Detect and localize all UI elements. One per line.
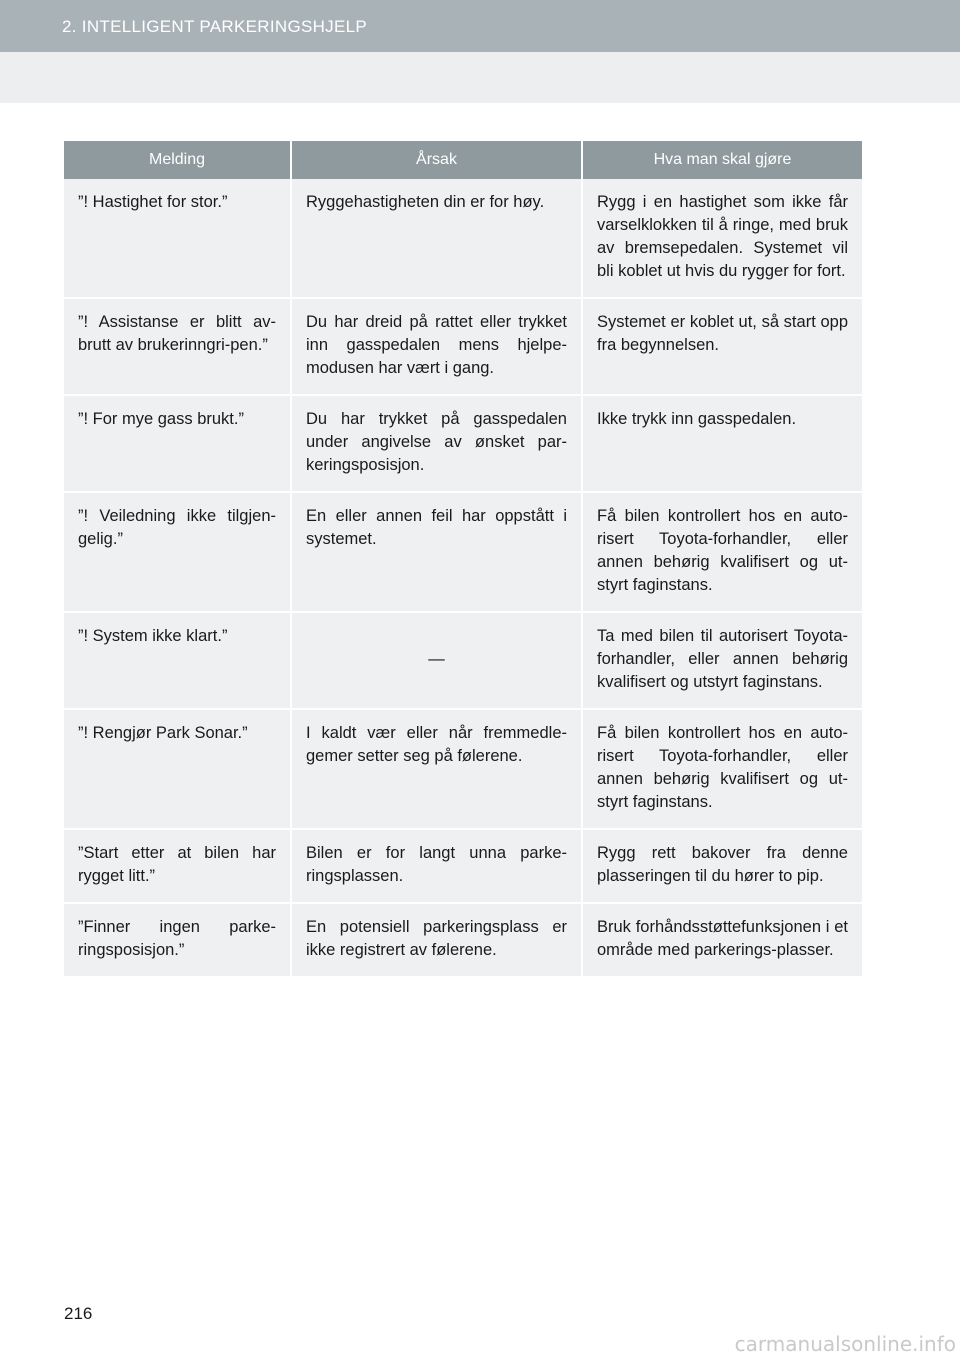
message-cell: ”! System ikke klart.” bbox=[64, 612, 291, 709]
table-row bbox=[64, 903, 862, 977]
column-header-arsak: Årsak bbox=[291, 141, 582, 179]
message-cell: ”! For mye gass brukt.” bbox=[64, 395, 291, 492]
cause-cell: I kaldt vær eller når fremmedle-gemer setter seg på følerene. bbox=[291, 709, 582, 829]
cause-cell: — bbox=[291, 612, 582, 709]
table-row bbox=[64, 492, 862, 612]
column-header-action: Hva man skal gjøre bbox=[582, 141, 862, 179]
message-cell: ”! Veiledning ikke tilgjen-gelig.” bbox=[64, 492, 291, 612]
column-header-melding: Melding bbox=[64, 141, 291, 179]
table-row bbox=[64, 395, 862, 492]
message-cell: ”Finner ingen parke-ringsposisjon.” bbox=[64, 903, 291, 977]
cause-cell: En potensiell parkeringsplass er ikke registrert av følerene. bbox=[291, 903, 582, 977]
table-row bbox=[64, 829, 862, 903]
message-table bbox=[64, 141, 862, 978]
cause-cell: Du har dreid på rattet eller trykket inn gasspedalen mens hjelpe-modusen har vært i gang. bbox=[291, 298, 582, 395]
message-cell: ”! Assistanse er blitt av-brutt av brukerinngri-pen.” bbox=[64, 298, 291, 395]
cause-cell: En eller annen feil har oppstått i systemet. bbox=[291, 492, 582, 612]
cause-cell: Ryggehastigheten din er for høy. bbox=[291, 179, 582, 298]
page-number: 216 bbox=[64, 1304, 93, 1323]
action-cell: Bruk forhåndsstøttefunksjonen i et område med parkerings-plasser. bbox=[582, 903, 862, 977]
action-cell: Ikke trykk inn gasspedalen. bbox=[582, 395, 862, 492]
action-cell: Ta med bilen til autorisert Toyota-forhandler, eller annen behørig kvalifisert og utstyrt faginstans. bbox=[582, 612, 862, 709]
cause-cell: Du har trykket på gasspedalen under angivelse av ønsket par-keringsposisjon. bbox=[291, 395, 582, 492]
message-cell: ”Start etter at bilen har rygget litt.” bbox=[64, 829, 291, 903]
table-header-row bbox=[64, 141, 862, 179]
action-cell: Rygg rett bakover fra denne plasseringen til du hører to pip. bbox=[582, 829, 862, 903]
table-row bbox=[64, 298, 862, 395]
header-subband bbox=[0, 52, 960, 103]
message-cell: ”! Hastighet for stor.” bbox=[64, 179, 291, 298]
cause-cell: Bilen er for langt unna parke-ringsplassen. bbox=[291, 829, 582, 903]
table-row bbox=[64, 179, 862, 298]
action-cell: Få bilen kontrollert hos en auto-risert Toyota-forhandler, eller annen behørig kvalifisert og ut-styrt faginstans. bbox=[582, 709, 862, 829]
message-cell: ”! Rengjør Park Sonar.” bbox=[64, 709, 291, 829]
action-cell: Systemet er koblet ut, så start opp fra begynnelsen. bbox=[582, 298, 862, 395]
chapter-header bbox=[0, 0, 960, 52]
action-cell: Få bilen kontrollert hos en auto-risert Toyota-forhandler, eller annen behørig kvalifisert og ut-styrt faginstans. bbox=[582, 492, 862, 612]
action-cell: Rygg i en hastighet som ikke får varselklokken til å ringe, med bruk av bremsepedalen. Systemet vil bli koblet ut hvis du rygger for fort. bbox=[582, 179, 862, 298]
table-row bbox=[64, 612, 862, 709]
site-watermark: carmanualsonline.info bbox=[734, 1332, 956, 1356]
table-row bbox=[64, 709, 862, 829]
chapter-title: 2. INTELLIGENT PARKERINGSHJELP bbox=[62, 17, 368, 36]
